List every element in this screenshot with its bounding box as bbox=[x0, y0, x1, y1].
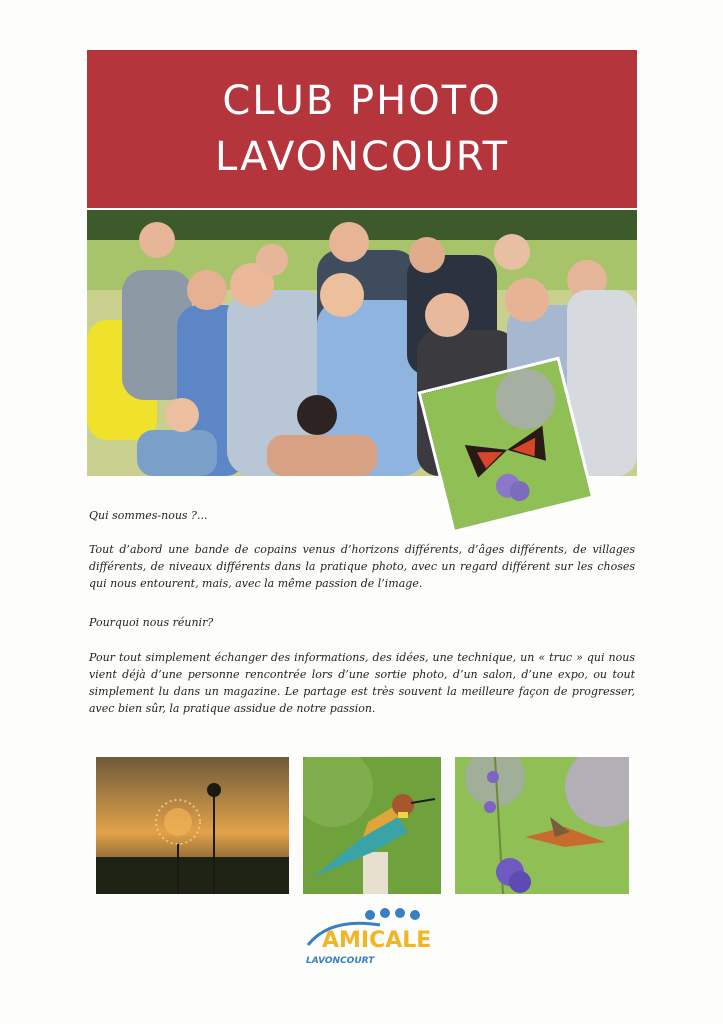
paragraph-why: Pour tout simplement échanger des informations, des idées, une technique, un « truc » qui nous vient déjà d’une personne rencontrée lors d’une sortie photo, d’un salon, d’une expo, ou tout simplement lu dans un magazine. Le partage est très souvent la meilleure façon de progresser, avec bien sûr, la pratique assidue de notre passion. bbox=[89, 651, 635, 715]
question-who: Qui sommes-nous ?... bbox=[89, 509, 208, 522]
paragraph-who: Tout d’abord une bande de copains venus d’horizons différents, d’âges différents, de villages différents, de niveaux différents dans la pratique photo, avec un regard différent sur les choses qui nous entourent, mais, avec la même passion de l’image. bbox=[89, 543, 635, 590]
logo-name: AMICALE bbox=[322, 928, 432, 953]
amicale-logo bbox=[300, 905, 445, 967]
question-why: Pourquoi nous réunir? bbox=[89, 616, 214, 629]
hummingbird-moth-photo bbox=[455, 757, 629, 894]
bee-eater-bird-photo bbox=[303, 757, 441, 894]
title-banner bbox=[87, 50, 637, 208]
title-line-2: LAVONCOURT bbox=[214, 134, 510, 180]
title-line-1: CLUB PHOTO bbox=[222, 78, 502, 124]
logo-place: LAVONCOURT bbox=[306, 956, 375, 966]
dandelion-sunset-photo bbox=[96, 757, 289, 894]
